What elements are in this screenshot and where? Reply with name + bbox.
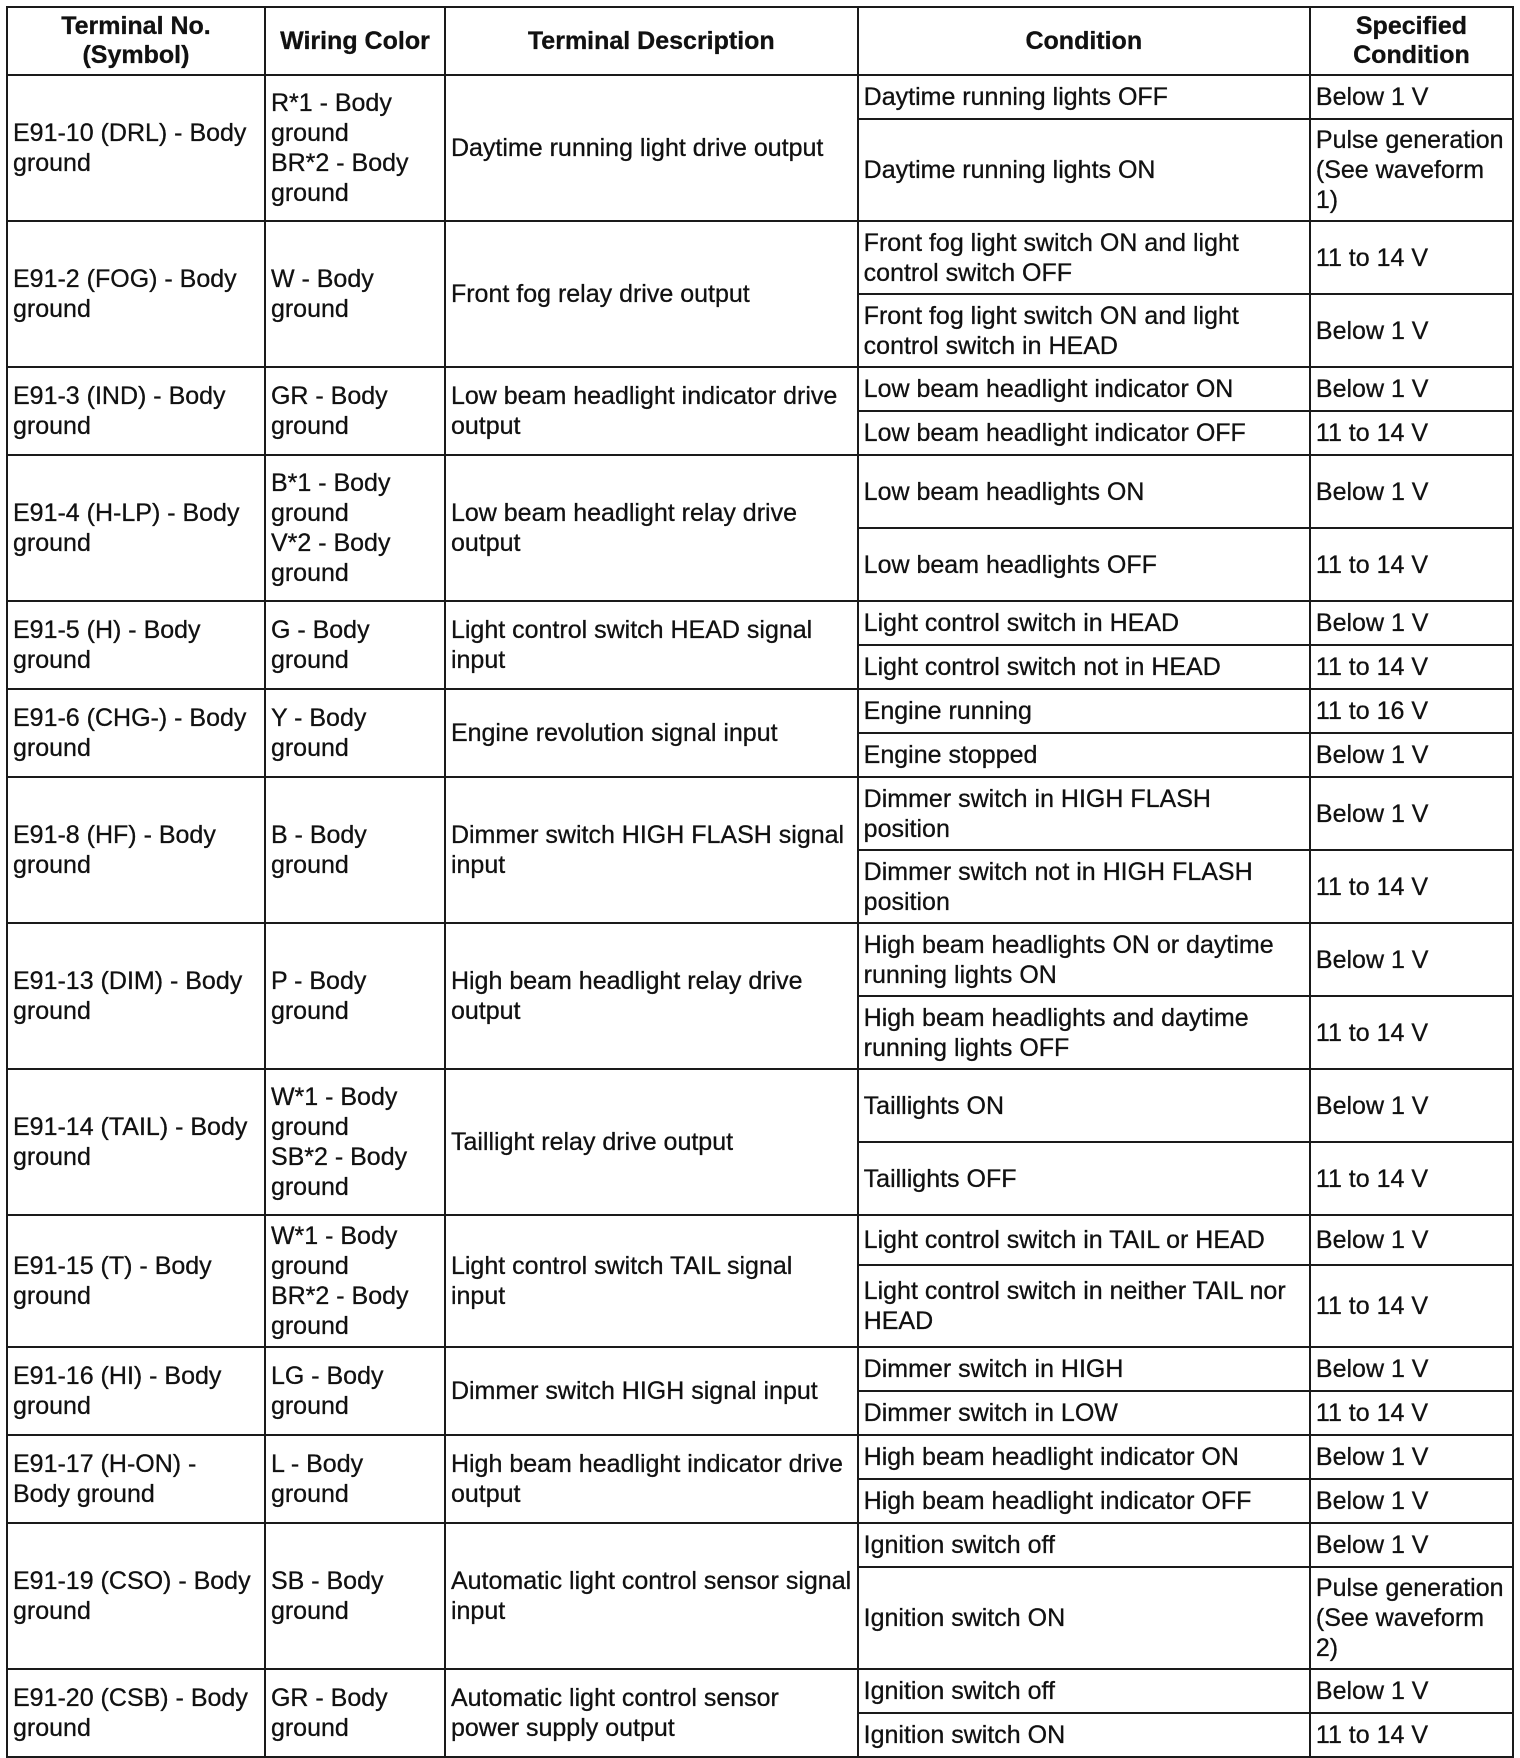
wiring-color-cell: B - Body ground — [265, 777, 445, 923]
specified-condition-cell: Pulse generation (See waveform 1) — [1310, 119, 1513, 221]
condition-cell: Taillights OFF — [858, 1142, 1310, 1215]
terminal-description-cell: High beam headlight relay drive output — [445, 923, 858, 1069]
wiring-color-cell: Y - Body ground — [265, 689, 445, 777]
table-row — [7, 923, 1513, 996]
table-row — [7, 689, 1513, 733]
header-row — [7, 7, 1513, 75]
condition-cell: Engine running — [858, 689, 1310, 733]
specified-condition-cell: Below 1 V — [1310, 455, 1513, 528]
table-row — [7, 455, 1513, 528]
specified-condition-cell: 11 to 14 V — [1310, 1265, 1513, 1347]
terminal-cell: E91-6 (CHG-) - Body ground — [7, 689, 265, 777]
terminal-description-cell: High beam headlight indicator drive output — [445, 1435, 858, 1523]
terminal-cell: E91-10 (DRL) - Body ground — [7, 75, 265, 221]
specified-condition-cell: Below 1 V — [1310, 1479, 1513, 1523]
condition-cell: High beam headlights and daytime running lights OFF — [858, 996, 1310, 1069]
table-row — [7, 1523, 1513, 1567]
terminal-cell: E91-3 (IND) - Body ground — [7, 367, 265, 455]
table-row — [7, 1669, 1513, 1713]
wiring-color-cell: L - Body ground — [265, 1435, 445, 1523]
header-condition: Condition — [858, 7, 1310, 75]
terminal-description-cell: Dimmer switch HIGH FLASH signal input — [445, 777, 858, 923]
terminal-cell: E91-13 (DIM) - Body ground — [7, 923, 265, 1069]
condition-cell: Daytime running lights ON — [858, 119, 1310, 221]
specified-condition-cell: 11 to 14 V — [1310, 411, 1513, 455]
header-specified-condition: Specified Condition — [1310, 7, 1513, 75]
specified-condition-cell: 11 to 14 V — [1310, 1391, 1513, 1435]
specified-condition-cell: Below 1 V — [1310, 1435, 1513, 1479]
condition-cell: Light control switch not in HEAD — [858, 645, 1310, 689]
table-row — [7, 75, 1513, 119]
condition-cell: Light control switch in HEAD — [858, 601, 1310, 645]
terminal-description-cell: Light control switch TAIL signal input — [445, 1215, 858, 1347]
terminal-cell: E91-15 (T) - Body ground — [7, 1215, 265, 1347]
table-header — [7, 7, 1513, 75]
specified-condition-cell: 11 to 14 V — [1310, 1142, 1513, 1215]
specified-condition-cell: Below 1 V — [1310, 1347, 1513, 1391]
header-terminal-description: Terminal Description — [445, 7, 858, 75]
specified-condition-cell: 11 to 14 V — [1310, 645, 1513, 689]
header-terminal: Terminal No. (Symbol) — [7, 7, 265, 75]
condition-cell: Dimmer switch in LOW — [858, 1391, 1310, 1435]
condition-cell: Low beam headlight indicator ON — [858, 367, 1310, 411]
table-row — [7, 1435, 1513, 1479]
wiring-color-cell: GR - Body ground — [265, 1669, 445, 1757]
specified-condition-cell: Below 1 V — [1310, 367, 1513, 411]
terminal-cell: E91-14 (TAIL) - Body ground — [7, 1069, 265, 1215]
terminal-description-cell: Light control switch HEAD signal input — [445, 601, 858, 689]
wiring-color-cell: W*1 - Body ground BR*2 - Body ground — [265, 1215, 445, 1347]
terminal-description-cell: Front fog relay drive output — [445, 221, 858, 367]
terminal-cell: E91-5 (H) - Body ground — [7, 601, 265, 689]
specified-condition-cell: Below 1 V — [1310, 1523, 1513, 1567]
condition-cell: Light control switch in TAIL or HEAD — [858, 1215, 1310, 1265]
condition-cell: Daytime running lights OFF — [858, 75, 1310, 119]
table-row — [7, 1069, 1513, 1142]
condition-cell: Dimmer switch not in HIGH FLASH position — [858, 850, 1310, 923]
table-row — [7, 367, 1513, 411]
wiring-color-cell: W*1 - Body ground SB*2 - Body ground — [265, 1069, 445, 1215]
condition-cell: Light control switch in neither TAIL nor HEAD — [858, 1265, 1310, 1347]
wiring-color-cell: LG - Body ground — [265, 1347, 445, 1435]
wiring-color-cell: SB - Body ground — [265, 1523, 445, 1669]
specified-condition-cell: 11 to 14 V — [1310, 1713, 1513, 1757]
terminal-cell: E91-4 (H-LP) - Body ground — [7, 455, 265, 601]
specified-condition-cell: 11 to 14 V — [1310, 996, 1513, 1069]
header-wiring-color: Wiring Color — [265, 7, 445, 75]
terminal-description-cell: Taillight relay drive output — [445, 1069, 858, 1215]
specified-condition-cell: Below 1 V — [1310, 923, 1513, 996]
terminal-cell: E91-16 (HI) - Body ground — [7, 1347, 265, 1435]
wiring-color-cell: R*1 - Body ground BR*2 - Body ground — [265, 75, 445, 221]
terminal-cell: E91-17 (H-ON) - Body ground — [7, 1435, 265, 1523]
condition-cell: High beam headlights ON or daytime running lights ON — [858, 923, 1310, 996]
condition-cell: Low beam headlight indicator OFF — [858, 411, 1310, 455]
specified-condition-cell: Below 1 V — [1310, 294, 1513, 367]
condition-cell: Ignition switch off — [858, 1669, 1310, 1713]
terminal-description-cell: Engine revolution signal input — [445, 689, 858, 777]
table-row — [7, 777, 1513, 850]
specified-condition-cell: Below 1 V — [1310, 75, 1513, 119]
terminal-description-cell: Automatic light control sensor signal input — [445, 1523, 858, 1669]
condition-cell: Ignition switch off — [858, 1523, 1310, 1567]
specified-condition-cell: Below 1 V — [1310, 1069, 1513, 1142]
specified-condition-cell: Below 1 V — [1310, 1215, 1513, 1265]
condition-cell: Ignition switch ON — [858, 1713, 1310, 1757]
condition-cell: Ignition switch ON — [858, 1567, 1310, 1669]
specified-condition-cell: Below 1 V — [1310, 601, 1513, 645]
terminal-description-cell: Daytime running light drive output — [445, 75, 858, 221]
terminal-spec-table — [6, 6, 1514, 1758]
condition-cell: Low beam headlights OFF — [858, 528, 1310, 601]
wiring-color-cell: B*1 - Body ground V*2 - Body ground — [265, 455, 445, 601]
terminal-description-cell: Automatic light control sensor power supply output — [445, 1669, 858, 1757]
condition-cell: High beam headlight indicator OFF — [858, 1479, 1310, 1523]
table-row — [7, 1215, 1513, 1265]
table-body — [7, 75, 1513, 1757]
specified-condition-cell: 11 to 16 V — [1310, 689, 1513, 733]
condition-cell: Dimmer switch in HIGH — [858, 1347, 1310, 1391]
wiring-color-cell: W - Body ground — [265, 221, 445, 367]
specified-condition-cell: 11 to 14 V — [1310, 528, 1513, 601]
condition-cell: Taillights ON — [858, 1069, 1310, 1142]
condition-cell: Dimmer switch in HIGH FLASH position — [858, 777, 1310, 850]
wiring-color-cell: G - Body ground — [265, 601, 445, 689]
table-row — [7, 221, 1513, 294]
specified-condition-cell: Below 1 V — [1310, 777, 1513, 850]
terminal-description-cell: Low beam headlight relay drive output — [445, 455, 858, 601]
table-row — [7, 1347, 1513, 1391]
terminal-description-cell: Dimmer switch HIGH signal input — [445, 1347, 858, 1435]
specified-condition-cell: Below 1 V — [1310, 1669, 1513, 1713]
specified-condition-cell: Pulse generation (See waveform 2) — [1310, 1567, 1513, 1669]
terminal-cell: E91-2 (FOG) - Body ground — [7, 221, 265, 367]
condition-cell: Engine stopped — [858, 733, 1310, 777]
condition-cell: Low beam headlights ON — [858, 455, 1310, 528]
condition-cell: Front fog light switch ON and light control switch in HEAD — [858, 294, 1310, 367]
terminal-cell: E91-8 (HF) - Body ground — [7, 777, 265, 923]
wiring-color-cell: GR - Body ground — [265, 367, 445, 455]
specified-condition-cell: Below 1 V — [1310, 733, 1513, 777]
specified-condition-cell: 11 to 14 V — [1310, 850, 1513, 923]
terminal-cell: E91-19 (CSO) - Body ground — [7, 1523, 265, 1669]
terminal-description-cell: Low beam headlight indicator drive output — [445, 367, 858, 455]
table-row — [7, 601, 1513, 645]
condition-cell: High beam headlight indicator ON — [858, 1435, 1310, 1479]
specified-condition-cell: 11 to 14 V — [1310, 221, 1513, 294]
terminal-cell: E91-20 (CSB) - Body ground — [7, 1669, 265, 1757]
wiring-color-cell: P - Body ground — [265, 923, 445, 1069]
condition-cell: Front fog light switch ON and light control switch OFF — [858, 221, 1310, 294]
